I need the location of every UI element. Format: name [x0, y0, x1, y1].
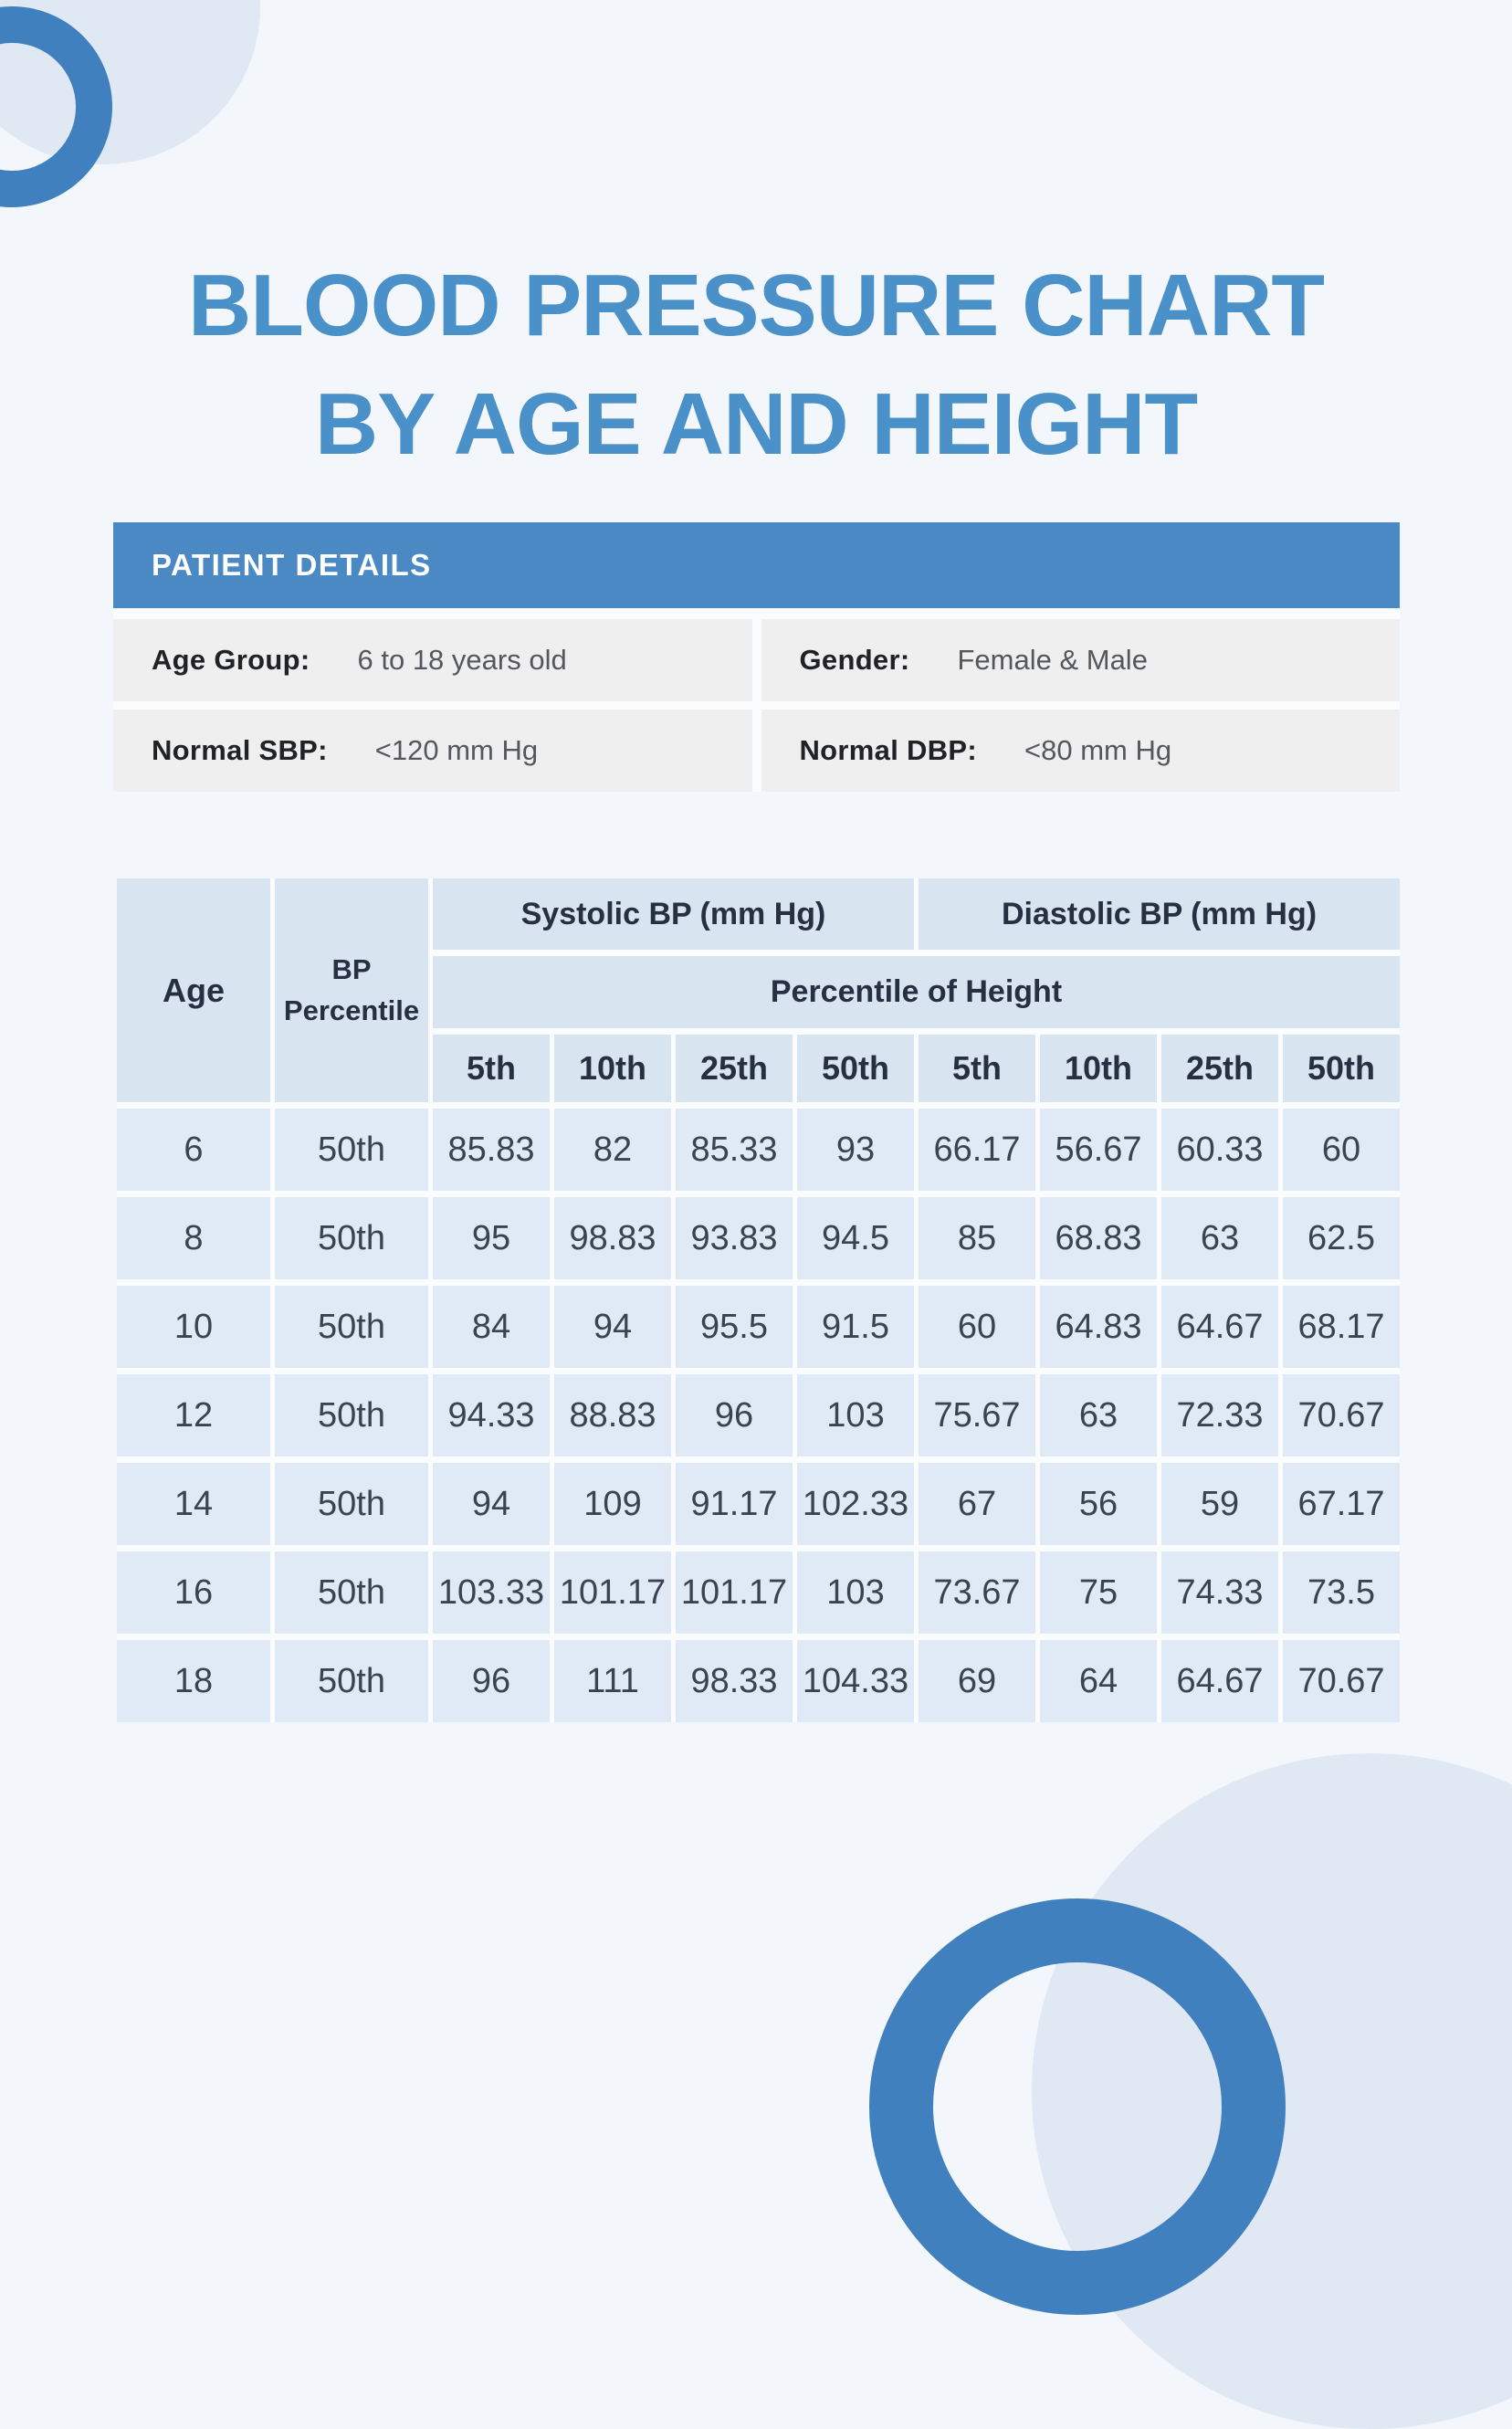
value-cell: 103	[797, 1551, 914, 1634]
value-cell: 63	[1161, 1197, 1278, 1279]
value-cell: 75.67	[919, 1374, 1035, 1456]
age-cell: 12	[117, 1374, 270, 1456]
value-cell: 94	[554, 1286, 671, 1368]
value-cell: 94.5	[797, 1197, 914, 1279]
value-cell: 59	[1161, 1463, 1278, 1545]
value-cell: 60	[1283, 1109, 1400, 1191]
value-cell: 104.33	[797, 1640, 914, 1722]
field-label: Age Group:	[152, 644, 310, 676]
value-cell: 60	[919, 1286, 1035, 1368]
subcolumn-header: 50th	[797, 1035, 914, 1102]
page-title-line1: BLOOD PRESSURE CHART	[187, 257, 1325, 354]
decorative-ring-bottom-right	[869, 1898, 1286, 2315]
field-value: <120 mm Hg	[374, 734, 539, 766]
value-cell: 62.5	[1283, 1197, 1400, 1279]
value-cell: 75	[1040, 1551, 1157, 1634]
value-cell: 70.67	[1283, 1374, 1400, 1456]
value-cell: 101.17	[554, 1551, 671, 1634]
age-cell: 8	[117, 1197, 270, 1279]
value-cell: 91.5	[797, 1286, 914, 1368]
value-cell: 72.33	[1161, 1374, 1278, 1456]
value-cell: 88.83	[554, 1374, 671, 1456]
value-cell: 85	[919, 1197, 1035, 1279]
value-cell: 56.67	[1040, 1109, 1157, 1191]
bp-percentile-cell: 50th	[275, 1551, 428, 1634]
value-cell: 93.83	[676, 1197, 793, 1279]
value-cell: 111	[554, 1640, 671, 1722]
field-label: Normal DBP:	[799, 734, 977, 766]
value-cell: 64	[1040, 1640, 1157, 1722]
value-cell: 64.67	[1161, 1286, 1278, 1368]
subcolumn-header: 25th	[676, 1035, 793, 1102]
patient-field-age-group	[113, 619, 752, 701]
patient-field-gender	[761, 619, 1401, 701]
bp-percentile-cell: 50th	[275, 1374, 428, 1456]
value-cell: 73.67	[919, 1551, 1035, 1634]
value-cell: 67	[919, 1463, 1035, 1545]
field-value: <80 mm Hg	[1024, 734, 1172, 766]
value-cell: 64.67	[1161, 1640, 1278, 1722]
bp-percentile-cell: 50th	[275, 1640, 428, 1722]
page-title-line2: BY AGE AND HEIGHT	[314, 375, 1198, 473]
value-cell: 102.33	[797, 1463, 914, 1545]
subcolumn-header: 5th	[433, 1035, 550, 1102]
bp-percentile-cell: 50th	[275, 1197, 428, 1279]
value-cell: 69	[919, 1640, 1035, 1722]
field-value: 6 to 18 years old	[357, 644, 567, 676]
value-cell: 84	[433, 1286, 550, 1368]
patient-field-normal-dbp	[761, 710, 1401, 792]
value-cell: 67.17	[1283, 1463, 1400, 1545]
subcolumn-header: 25th	[1161, 1035, 1278, 1102]
age-cell: 14	[117, 1463, 270, 1545]
value-cell: 103.33	[433, 1551, 550, 1634]
value-cell: 73.5	[1283, 1551, 1400, 1634]
field-label: Normal SBP:	[152, 734, 328, 766]
value-cell: 98.33	[676, 1640, 793, 1722]
value-cell: 60.33	[1161, 1109, 1278, 1191]
patient-details-grid	[113, 619, 1400, 792]
value-cell: 101.17	[676, 1551, 793, 1634]
value-cell: 103	[797, 1374, 914, 1456]
group-header-systolic: Systolic BP (mm Hg)	[433, 878, 914, 950]
subcolumn-header: 50th	[1283, 1035, 1400, 1102]
value-cell: 93	[797, 1109, 914, 1191]
value-cell: 94.33	[433, 1374, 550, 1456]
age-cell: 18	[117, 1640, 270, 1722]
value-cell: 82	[554, 1109, 671, 1191]
value-cell: 66.17	[919, 1109, 1035, 1191]
bp-percentile-cell: 50th	[275, 1463, 428, 1545]
column-header-bp-percentile: BP Percentile	[275, 878, 428, 1102]
patient-field-normal-sbp	[113, 710, 752, 792]
value-cell: 68.17	[1283, 1286, 1400, 1368]
age-cell: 10	[117, 1286, 270, 1368]
field-label: Gender:	[799, 644, 910, 676]
subcolumn-header: 10th	[1040, 1035, 1157, 1102]
value-cell: 68.83	[1040, 1197, 1157, 1279]
value-cell: 64.83	[1040, 1286, 1157, 1368]
subcolumn-header: 10th	[554, 1035, 671, 1102]
bp-percentile-cell: 50th	[275, 1109, 428, 1191]
subcolumn-header: 5th	[919, 1035, 1035, 1102]
value-cell: 85.83	[433, 1109, 550, 1191]
value-cell: 96	[676, 1374, 793, 1456]
subgroup-header-percentile-of-height: Percentile of Height	[433, 956, 1400, 1028]
patient-details-section	[113, 522, 1400, 792]
age-cell: 16	[117, 1551, 270, 1634]
column-header-age: Age	[117, 878, 270, 1102]
value-cell: 56	[1040, 1463, 1157, 1545]
value-cell: 95.5	[676, 1286, 793, 1368]
page-title	[0, 247, 1512, 484]
patient-details-header: PATIENT DETAILS	[113, 522, 1400, 608]
group-header-diastolic: Diastolic BP (mm Hg)	[919, 878, 1400, 950]
bp-table	[117, 878, 1400, 1722]
value-cell: 98.83	[554, 1197, 671, 1279]
value-cell: 95	[433, 1197, 550, 1279]
value-cell: 96	[433, 1640, 550, 1722]
value-cell: 70.67	[1283, 1640, 1400, 1722]
value-cell: 63	[1040, 1374, 1157, 1456]
field-value: Female & Male	[957, 644, 1148, 676]
age-cell: 6	[117, 1109, 270, 1191]
value-cell: 109	[554, 1463, 671, 1545]
value-cell: 85.33	[676, 1109, 793, 1191]
bp-percentile-cell: 50th	[275, 1286, 428, 1368]
value-cell: 91.17	[676, 1463, 793, 1545]
value-cell: 94	[433, 1463, 550, 1545]
value-cell: 74.33	[1161, 1551, 1278, 1634]
